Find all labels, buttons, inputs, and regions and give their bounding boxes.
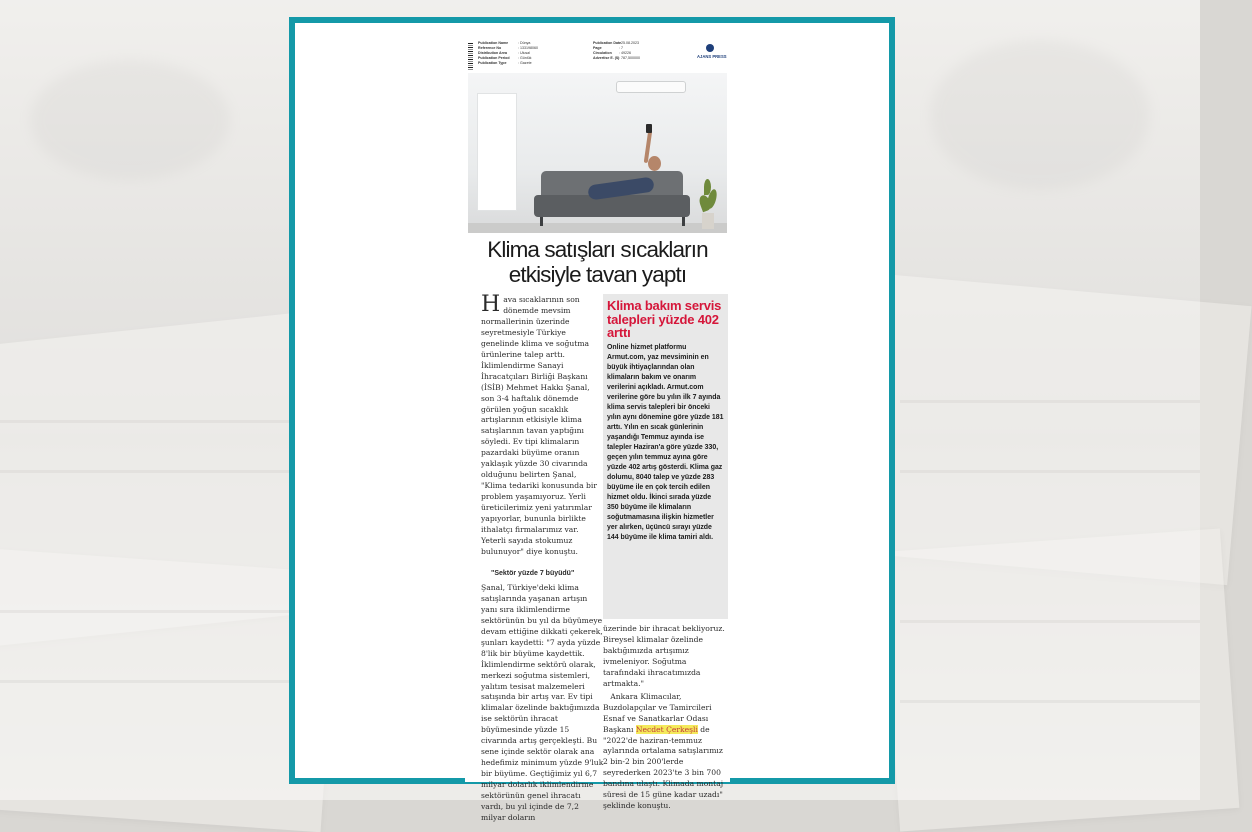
article-subheading: "Sektör yüzde 7 büyüdü"	[491, 570, 575, 577]
remote-control-icon	[646, 124, 652, 133]
article-paragraph: Ankara Klimacılar, Buzdolapçılar ve Tamircileri Esnaf ve Sanatkarlar Odası Başkanı Necdet Çerkeşli de "2022'de haziran-temmuz aylarında ortalama satışlarımız 2 bin-2 bin 200'lerde seyrederken 2023'te 3 bin 700 bandına ulaştı. Klimada montaj süresi de 15 güne kadar uzadı" şeklinde konuştu.	[603, 691, 724, 811]
plant-icon	[702, 213, 714, 229]
highlighted-name: Necdet Çerkeşli	[635, 724, 698, 734]
article-headline: Klima satışları sıcakların etkisiyle tavan yaptı	[487, 237, 708, 287]
ajans-press-logo-icon	[706, 44, 714, 52]
clipping-frame	[289, 17, 895, 822]
newspaper-clipping	[465, 37, 730, 822]
article-paragraph: Şanal, Türkiye'deki klima satışlarında yaşanan artışın yanı sıra iklimlendirme sektörünün bu yıl da büyümeye devam ettiğine dikkati çekerek, şunları kaydetti: "7 ayda yüzde 8'lik bir büyüme kaydettik. İklimlendirme sektörü olarak, merkezi soğutma sistemleri, yalıtım tesisat malzemeleri satışında bir artış var. Ev tipi klimalar özelinde baktığımızda ise sektörün ihracat büyümesinde yüzde 15 civarında artış gerçekleşti. Bu sene içinde sektör olarak ana hedefimiz minimum yüzde 9'luk bir büyüme. Geçtiğimiz yıl 6,7 milyar dolarlık iklimlendirme sektörünün genel ihracatı vardı, bu yıl içinde de 7,2 milyar doların	[481, 582, 604, 822]
publication-info-left: Publication Name : Dünya Reference No : 133198060 Distribution Area : Ulusal Publication Period : Günlük Publication Type : Gazete	[478, 41, 538, 65]
sidebar-box	[603, 294, 728, 619]
article-column-left-lower	[481, 561, 604, 824]
barcode-icon	[468, 43, 473, 71]
article-column-right	[603, 624, 728, 812]
article-paragraph: Hava sıcaklarının son dönemde mevsim normallerinin üzerinde seyretmesiyle Türkiye genelinde klima ve soğutma ürünlerine talep arttı. İklimlendirme Sanayi İhracatçıları Birliği Başkanı (İSİB) Mehmet Hakkı Şanal, son 3-4 haftalık dönemde görülen yoğun sıcaklık artışlarının etkisiyle klima satışlarının tavan yaptığını söyledi. Ev tipi klimaların pazardaki büyüme oranın yaklaşık yüzde 30 civarında olduğunu belirten Şanal, "Klima tedariki konusunda bir problem yaşamıyoruz. Yerli üreticilerimiz yeni yatırımlar yapıyorlar, bununla birlikte ithalatçı firmalarımız var. Yeterli sayıda stokumuz bulunuyor" diye konuştu.	[481, 292, 597, 556]
drop-cap: H	[481, 292, 501, 317]
publication-info-right: Publication Date: 25.08.2023 Page : 7 Circulation : 49226 Advertise E. ($): 787,500000	[593, 41, 640, 60]
article-column-left	[481, 292, 604, 558]
publication-header	[468, 41, 730, 71]
ajans-press-logo-text: AJANS PRESS	[697, 54, 727, 59]
air-conditioner-icon	[616, 81, 686, 93]
sidebar-title: Klima bakım servis talepleri yüzde 402 arttı	[607, 298, 722, 340]
article-paragraph: üzerinde bir ihracat bekliyoruz. Bireysel klimalar özelinde baktığımızda artışımız ivmeleniyor. Soğutma tarafındaki ihracatımızda artmakta."	[603, 624, 725, 688]
sidebar-body: Online hizmet platformu Armut.com, yaz mevsiminin en büyük ihtiyaçlarından olan klimaların bakım ve onarım verilerini açıkladı. Armut.com verilerine göre bu yılın ilk 7 ayında klima servis talepleri bir önceki yılın aynı dönemine göre yüzde 181 arttı. Yılın en sıcak günlerinin yaşandığı Temmuz ayında ise talepler Haziran'a göre yüzde 330, geçen yılın temmuz ayına göre yüzde 402 artış gösterdi. Klima gaz dolumu, 8040 talep ve yüzde 283 büyüme ile en çok tercih edilen hizmet oldu. İkinci sırada yüzde 350 büyüme ile klimaların soğutmamasına ilişkin hizmetler yer alırken, üçüncü sırayı yüzde 144 büyüme ile klima tamiri aldı.	[607, 343, 724, 542]
article-photo	[468, 73, 727, 233]
